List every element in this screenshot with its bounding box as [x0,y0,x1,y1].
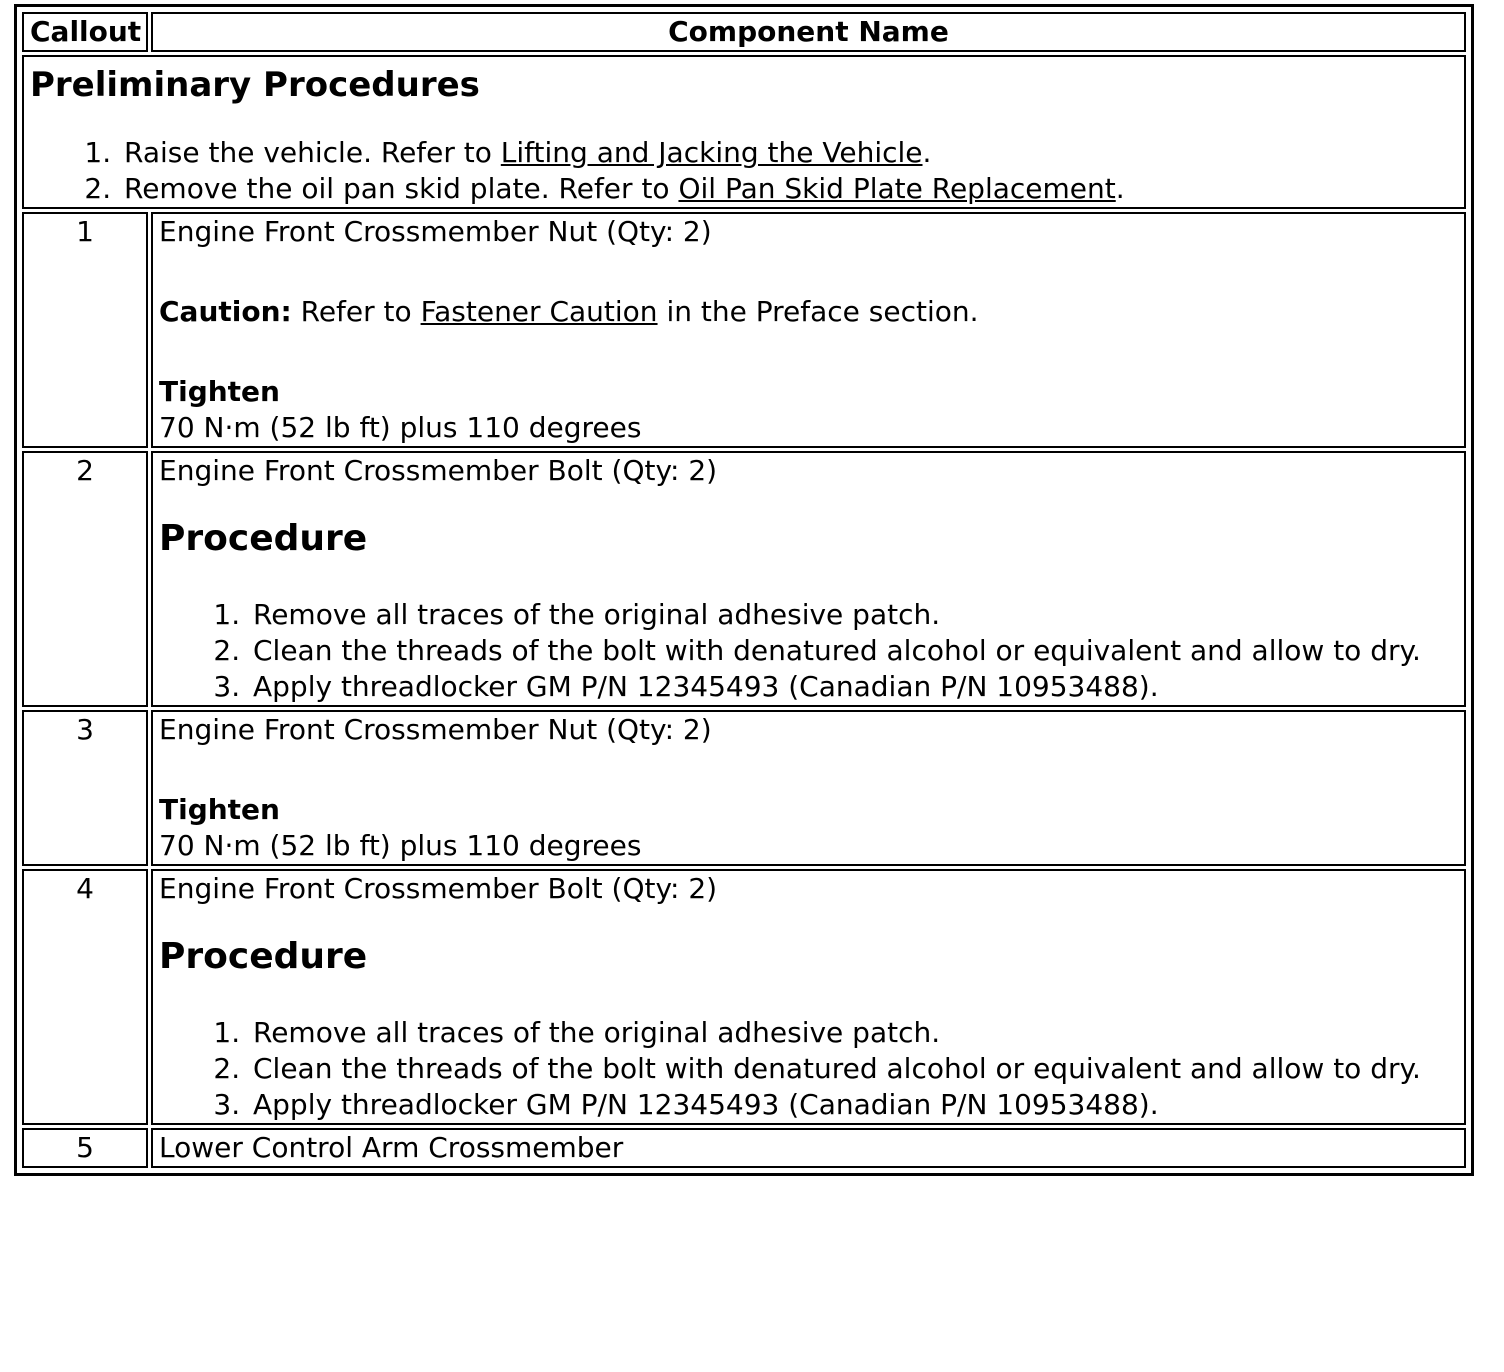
table-row [22,710,1466,866]
list-item: 3. Apply threadlocker GM P/N 12345493 (Canadian P/N 10953488). [249,1087,1458,1123]
caution-text-end: in the Preface section. [657,295,979,328]
list-item: 2. Clean the threads of the bolt with denatured alcohol or equivalent and allow to dry. [249,633,1458,669]
component-name: Engine Front Crossmember Bolt (Qty: 2) [159,454,718,487]
oil-pan-skid-plate-link[interactable]: Oil Pan Skid Plate Replacement [678,172,1116,205]
list-item [120,135,1458,171]
step-punct: . [1115,172,1125,205]
list-item: 3. Apply threadlocker GM P/N 12345493 (Canadian P/N 10953488). [249,669,1458,705]
caution-text: Refer to [291,295,421,328]
spacer [159,250,1458,294]
callout-number: 4 [22,869,148,1125]
component-name: Lower Control Arm Crossmember [159,1131,624,1164]
table-row [22,212,1466,448]
table-row [22,451,1466,707]
table-row [22,1128,1466,1168]
callout-number: 5 [22,1128,148,1168]
procedure-title: Procedure [159,518,368,559]
preliminary-row [22,55,1466,209]
component-name-header: Component Name [151,12,1466,52]
procedure-title: Procedure [159,936,368,977]
step-punct: . [922,136,932,169]
preliminary-cell [22,55,1466,209]
list-item: 1. Remove all traces of the original adhesive patch. [249,597,1458,633]
component-name: Engine Front Crossmember Nut (Qty: 2) [159,713,712,746]
spacer [159,748,1458,792]
caution-line [159,294,1458,330]
component-cell [151,212,1466,448]
component-cell [151,1128,1466,1168]
procedure-steps [159,597,1458,705]
component-cell [151,451,1466,707]
component-name: Engine Front Crossmember Bolt (Qty: 2) [159,872,718,905]
caution-label: Caution: [159,295,292,328]
procedure-table-frame [14,4,1474,1176]
step-text: Raise the vehicle. Refer to [124,136,501,169]
callout-number: 3 [22,710,148,866]
component-cell [151,710,1466,866]
component-cell [151,869,1466,1125]
preliminary-title: Preliminary Procedures [30,65,480,105]
tighten-label: Tighten [159,793,280,826]
list-item: 2. Clean the threads of the bolt with denatured alcohol or equivalent and allow to dry. [249,1051,1458,1087]
component-name: Engine Front Crossmember Nut (Qty: 2) [159,215,712,248]
list-item: 1. Remove all traces of the original adhesive patch. [249,1015,1458,1051]
procedure-table [19,9,1469,1171]
spacer [159,330,1458,374]
tighten-value: 70 N·m (52 lb ft) plus 110 degrees [159,411,642,444]
list-item [120,171,1458,207]
table-row [22,869,1466,1125]
procedure-steps [159,1015,1458,1123]
step-text: Remove the oil pan skid plate. Refer to [124,172,679,205]
tighten-value: 70 N·m (52 lb ft) plus 110 degrees [159,829,642,862]
callout-number: 2 [22,451,148,707]
header-row [22,12,1466,52]
preliminary-steps [30,135,1458,207]
callout-header: Callout [22,12,148,52]
fastener-caution-link[interactable]: Fastener Caution [420,295,658,328]
lifting-jacking-link[interactable]: Lifting and Jacking the Vehicle [500,136,923,169]
callout-number: 1 [22,212,148,448]
tighten-label: Tighten [159,375,280,408]
